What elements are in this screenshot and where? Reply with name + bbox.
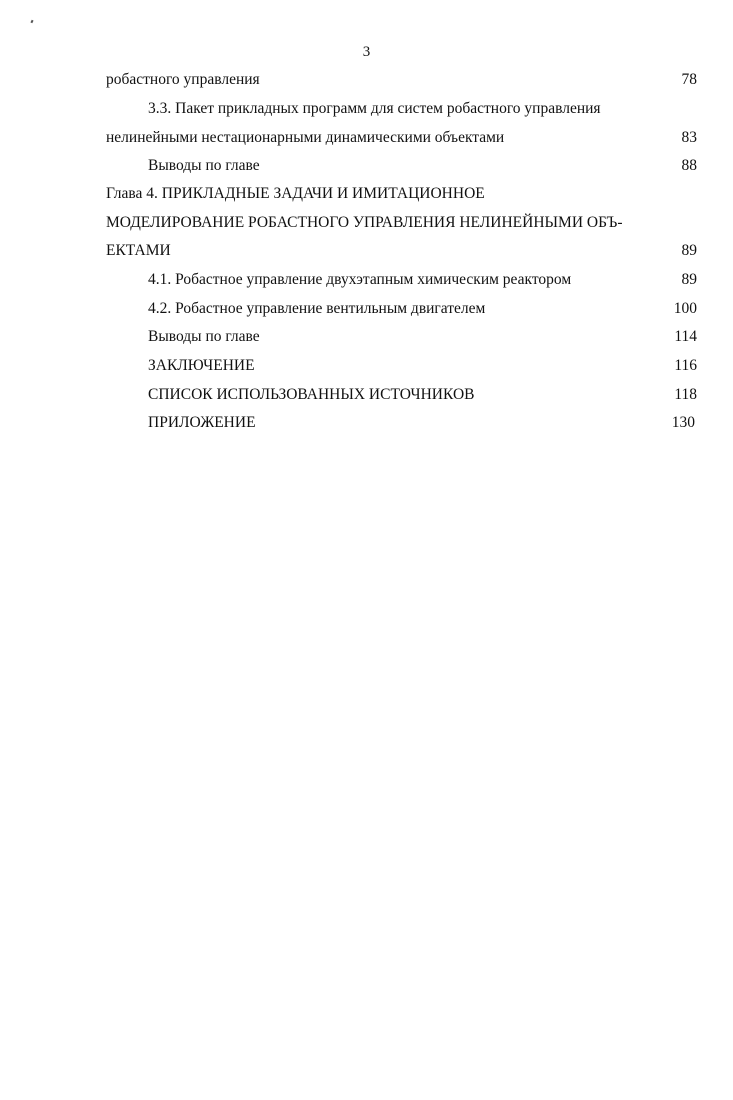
toc-entry-text: МОДЕЛИРОВАНИЕ РОБАСТНОГО УПРАВЛЕНИЯ НЕЛИНЕЙНЫМИ ОБЪ- [106, 214, 623, 231]
toc-entry-text: СПИСОК ИСПОЛЬЗОВАННЫХ ИСТОЧНИКОВ [148, 386, 475, 403]
toc-entry-page: 100 [673, 300, 697, 317]
scan-speck [30, 20, 33, 24]
toc-entry-text: Выводы по главе [148, 328, 260, 345]
toc-entry-text: 3.3. Пакет прикладных программ для систем робастного управления [148, 100, 601, 117]
toc-entry-text: 4.1. Робастное управление двухэтапным химическим реактором [148, 271, 572, 288]
toc-entry-text: ПРИЛОЖЕНИЕ [148, 414, 256, 431]
toc-entry-page: 78 [681, 71, 697, 88]
toc-entry-page: 114 [674, 328, 697, 345]
toc-entry-text: робастного управления [106, 71, 260, 88]
page-number: 3 [362, 44, 371, 60]
toc-entry-text: нелинейными нестационарными динамическими объектами [106, 129, 505, 146]
toc-entry-text: ЕКТАМИ [106, 242, 171, 259]
toc-entry-text: Выводы по главе [148, 157, 260, 174]
toc-entry-page: 130 [671, 414, 695, 431]
toc-entry-page: 118 [674, 386, 697, 403]
toc-entry-page: 88 [681, 157, 697, 174]
toc-entry-text: 4.2. Робастное управление вентильным двигателем [148, 300, 486, 317]
toc-entry-page: 116 [674, 357, 697, 374]
toc-entry-page: 83 [681, 129, 697, 146]
toc-entry-page: 89 [681, 271, 697, 288]
toc-entry-text: ЗАКЛЮЧЕНИЕ [148, 357, 255, 374]
toc-entry-page: 89 [681, 242, 697, 259]
toc-entry-text: Глава 4. ПРИКЛАДНЫЕ ЗАДАЧИ И ИМИТАЦИОННОЕ [106, 185, 485, 202]
